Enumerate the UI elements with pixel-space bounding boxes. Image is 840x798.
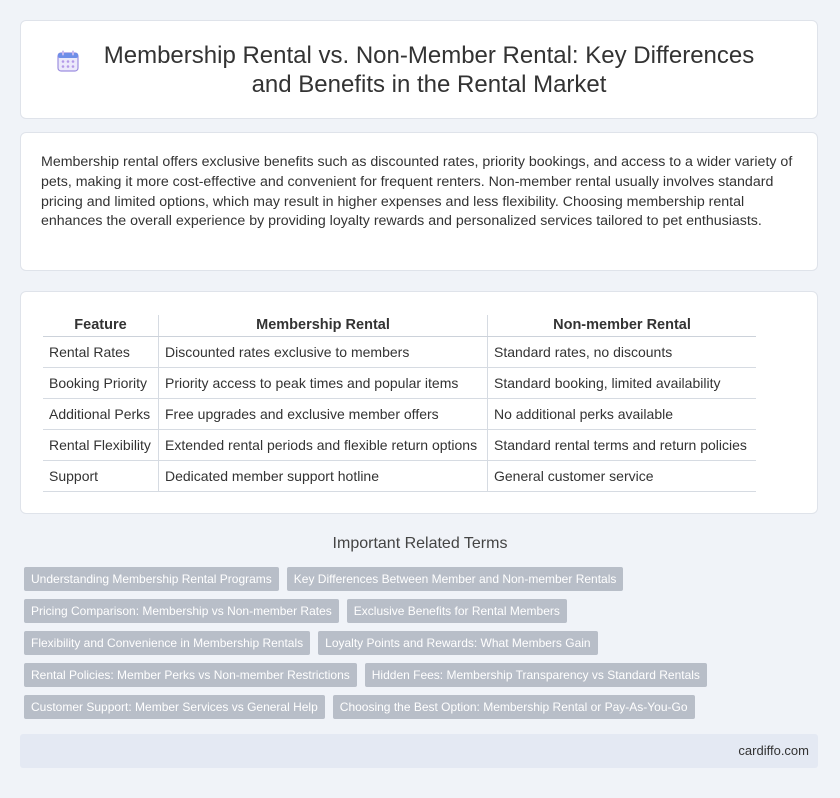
related-terms-title: Important Related Terms	[332, 535, 508, 552]
table-cell: Free upgrades and exclusive member offers	[159, 399, 488, 430]
related-term-tag[interactable]: Pricing Comparison: Membership vs Non-member Rates	[24, 599, 339, 623]
table-cell: Priority access to peak times and popular items	[159, 368, 488, 399]
related-term-tag[interactable]: Hidden Fees: Membership Transparency vs Standard Rentals	[365, 663, 707, 687]
table-cell: General customer service	[488, 461, 757, 492]
related-term-tag[interactable]: Understanding Membership Rental Programs	[24, 567, 279, 591]
table-cell: No additional perks available	[488, 399, 757, 430]
table-row	[43, 368, 756, 399]
table-cell: Dedicated member support hotline	[159, 461, 488, 492]
header-card	[20, 20, 818, 119]
intro-paragraph: Membership rental offers exclusive benefits such as discounted rates, priority bookings, and access to a wider variety of pets, making it more cost-effective and convenient for frequent renters. Non-member rental usually involves standard pricing and limited options, which may result in higher expenses and less flexibility. Choosing membership rental enhances the overall experience by providing loyalty rewards and personalized services tailored to pet enthusiasts.	[41, 154, 793, 230]
table-cell: Standard booking, limited availability	[488, 368, 757, 399]
table-cell: Support	[43, 461, 159, 492]
related-terms-list	[24, 567, 824, 727]
table-row	[43, 430, 756, 461]
table-cell: Standard rental terms and return policies	[488, 430, 757, 461]
tag-row	[24, 599, 824, 623]
table-cell: Standard rates, no discounts	[488, 337, 757, 368]
table-cell: Additional Perks	[43, 399, 159, 430]
tag-row	[24, 631, 824, 655]
column-header-membership: Membership Rental	[159, 315, 488, 337]
tag-row	[24, 567, 824, 591]
comparison-table	[43, 315, 756, 492]
page-title: Membership Rental vs. Non-Member Rental: Key Differences and Benefits in the Rental Market	[103, 41, 755, 98]
related-term-tag[interactable]: Key Differences Between Member and Non-member Rentals	[287, 567, 624, 591]
table-cell: Rental Rates	[43, 337, 159, 368]
table-cell: Extended rental periods and flexible return options	[159, 430, 488, 461]
table-row	[43, 461, 756, 492]
table-cell: Rental Flexibility	[43, 430, 159, 461]
tag-row	[24, 695, 824, 719]
comparison-card	[20, 291, 818, 514]
related-term-tag[interactable]: Choosing the Best Option: Membership Rental or Pay-As-You-Go	[333, 695, 695, 719]
related-term-tag[interactable]: Loyalty Points and Rewards: What Members Gain	[318, 631, 597, 655]
table-header-row	[43, 315, 756, 337]
related-term-tag[interactable]: Flexibility and Convenience in Membership Rentals	[24, 631, 310, 655]
related-term-tag[interactable]: Customer Support: Member Services vs General Help	[24, 695, 325, 719]
table-cell: Booking Priority	[43, 368, 159, 399]
table-row	[43, 337, 756, 368]
column-header-non-member: Non-member Rental	[488, 315, 757, 337]
intro-card	[20, 132, 818, 271]
footer-site-link[interactable]: cardiffo.com	[738, 743, 809, 758]
related-term-tag[interactable]: Exclusive Benefits for Rental Members	[347, 599, 567, 623]
table-cell: Discounted rates exclusive to members	[159, 337, 488, 368]
table-row	[43, 399, 756, 430]
column-header-feature: Feature	[43, 315, 159, 337]
related-term-tag[interactable]: Rental Policies: Member Perks vs Non-member Restrictions	[24, 663, 357, 687]
tag-row	[24, 663, 824, 687]
footer	[20, 734, 818, 768]
